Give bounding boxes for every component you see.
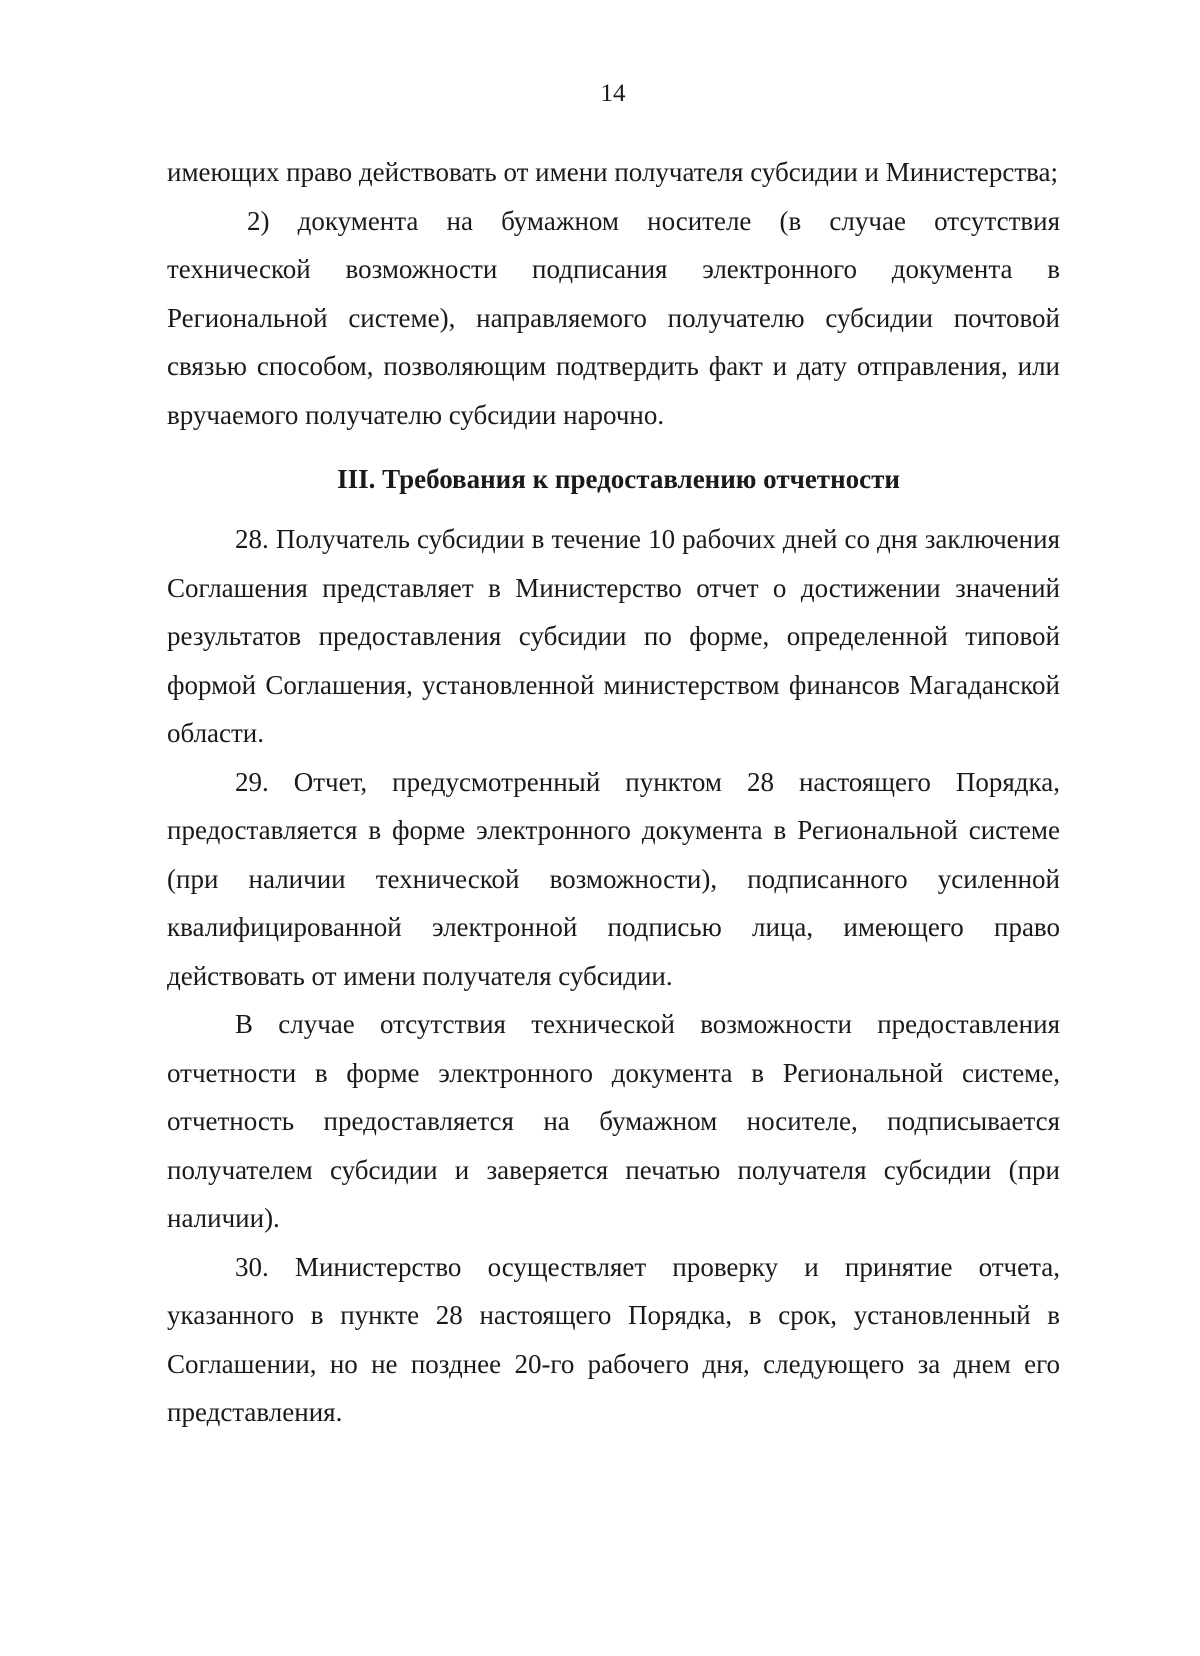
paragraph-30: 30. Министерство осуществляет проверку и принятие отчета, указанного в пункте 28 настоящего Порядка, в срок, установленный в Соглашении, но не позднее 20-го рабочего дня, следующего за днем его представления.: [167, 1251, 1060, 1427]
section-heading: III. Требования к предоставлению отчетности: [337, 464, 900, 494]
paragraph-continuation: имеющих право действовать от имени получателя субсидии и Министерства;: [167, 157, 1059, 187]
paragraph-29-continuation: В случае отсутствия технической возможности предоставления отчетности в форме электронного документа в Региональной системе, отчетность предоставляется на бумажном носителе, подписывается получателем субсидии и заверяется печатью получателя субсидии (при наличии).: [167, 1009, 1060, 1233]
document-body: [167, 148, 1060, 1437]
paragraph-28: 28. Получатель субсидии в течение 10 рабочих дней со дня заключения Соглашения представляет в Министерство отчет о достижении значений результатов предоставления субсидии по форме, определенной типовой формой Соглашения, установленной министерством финансов Магаданской области.: [167, 524, 1060, 748]
page-number: 14: [600, 80, 626, 107]
paragraph-item-2: 2) документа на бумажном носителе (в случае отсутствия технической возможности подписания электронного документа в Региональной системе), направляемого получателю субсидии почтовой связью способом, позволяющим подтвердить факт и дату отправления, или вручаемого получателю субсидии нарочно.: [167, 205, 1060, 430]
paragraph-29: 29. Отчет, предусмотренный пунктом 28 настоящего Порядка, предоставляется в форме электронного документа в Региональной системе (при наличии технической возможности), подписанного усиленной квалифицированной электронной подписью лица, имеющего право действовать от имени получателя субсидии.: [167, 766, 1060, 991]
